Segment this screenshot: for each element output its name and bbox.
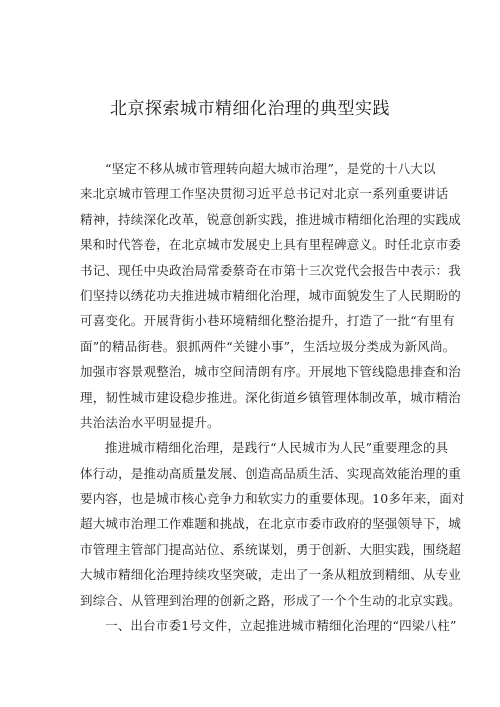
document-title: 北京探索城市精细化治理的典型实践	[110, 99, 390, 119]
paragraph-1-line: 精神，持续深化改革，锐意创新实践，推进城市精细化治理的实践成	[80, 211, 462, 227]
paragraph-1-line: 来北京城市管理工作坚决贯彻习近平总书记对北京一系列重要讲话	[80, 186, 449, 202]
paragraph-2-line: 体行动，是推动高质量发展、创造高品质生活、实现高效能治理的重	[80, 465, 462, 481]
paragraph-2-line: 到综合、从管理到治理的创新之路，形成了一个个生动的北京实践。	[80, 592, 462, 608]
paragraph-1-line: 书记、现任中央政治局常委蔡奇在市第十三次党代会报告中表示：我	[80, 262, 462, 278]
paragraph-2-line: 市管理主管部门提高站位、系统谋划，勇于创新、大胆实践，围绕超	[80, 541, 462, 557]
paragraph-2-line: 大城市精细化治理持续攻坚突破，走出了一条从粗放到精细、从专业	[80, 567, 462, 583]
paragraph-2-line: 推进城市精细化治理，是践行“人民城市为人民”重要理念的具	[105, 440, 449, 456]
paragraph-1-line: “坚定不移从城市管理转向超大城市治理”，是党的十八大以	[105, 161, 436, 176]
paragraph-1-line: 们坚持以绣花功夫推进城市精细化治理，城市面貌发生了人民期盼的	[80, 287, 462, 303]
paragraph-2-line: 要内容，也是城市核心竞争力和软实力的重要体现。10多年来，面对	[80, 491, 465, 507]
paragraph-1-line: 果和时代答卷，在北京城市发展史上具有里程碑意义。时任北京市委	[80, 237, 462, 253]
paragraph-1-line: 共治法治水平明显提升。	[80, 414, 220, 430]
section-heading-1: 一、出台市委1号文件，立起推进城市精细化治理的“四梁八柱”	[105, 618, 457, 634]
document-body	[80, 156, 465, 638]
paragraph-1-line: 加强市容景观整治，城市空间清朗有序。开展地下管线隐患排查和治	[80, 364, 462, 380]
paragraph-2-line: 超大城市治理工作难题和挑战，在北京市委市政府的坚强领导下，城	[80, 516, 462, 532]
paragraph-1-line: 可喜变化。开展背街小巷环境精细化整治提升，打造了一批“有里有	[80, 313, 455, 329]
paragraph-1-line: 理，韧性城市建设稳步推进。深化街道乡镇管理体制改革，城市精治	[80, 389, 462, 405]
paragraph-1-line: 面”的精品街巷。狠抓两件“关键小事”，生活垃圾分类成为新风尚。	[80, 338, 456, 354]
